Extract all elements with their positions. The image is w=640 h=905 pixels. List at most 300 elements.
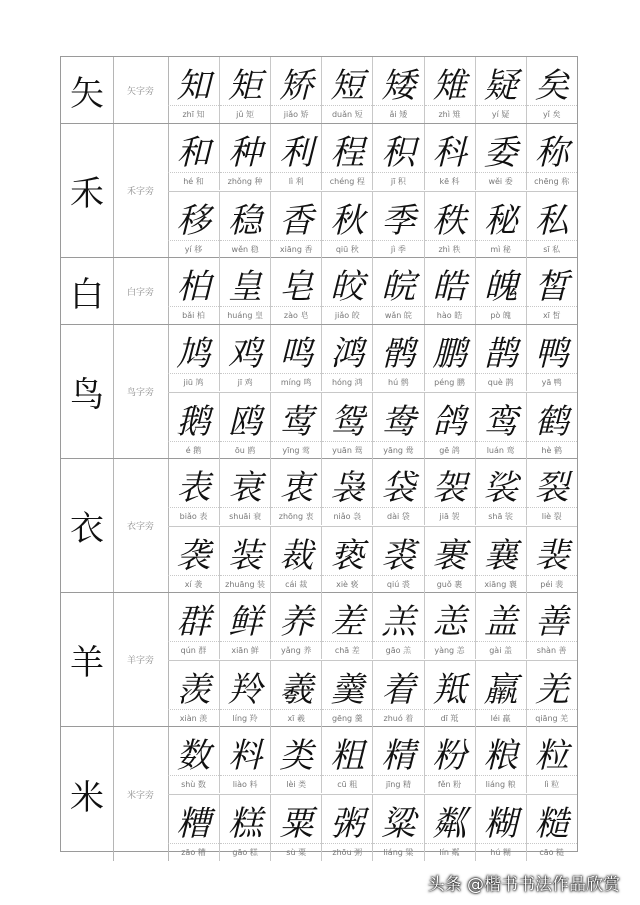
character-cell	[475, 527, 526, 593]
character-cell	[219, 57, 270, 123]
calligraphy-character: 恙	[432, 601, 467, 642]
calligraphy-character: 积	[381, 132, 416, 173]
pinyin-label: huáng 皇	[220, 306, 270, 324]
calligraphy-character: 秘	[483, 200, 518, 241]
calligraphy-character: 鸯	[381, 401, 416, 442]
calligraphy-character: 鹏	[432, 333, 467, 374]
radical-char: 羊	[61, 593, 114, 726]
character-cell	[424, 192, 475, 258]
pinyin-label: yāng 鸯	[373, 441, 423, 459]
pinyin-label: yīng 莺	[271, 441, 321, 459]
calligraphy-character: 种	[228, 132, 263, 173]
character-cell	[372, 661, 423, 727]
calligraphy-character: 裁	[279, 535, 314, 576]
character-cell	[168, 459, 219, 525]
calligraphy-character: 粥	[330, 803, 365, 844]
radical-group	[61, 593, 577, 727]
pinyin-label: cāo 糙	[527, 843, 577, 861]
calligraphy-character: 襄	[483, 535, 518, 576]
pinyin-label: xiān 鲜	[220, 641, 270, 659]
character-cell	[270, 593, 321, 659]
character-cell	[321, 527, 372, 593]
character-cell	[168, 593, 219, 659]
calligraphy-character: 养	[279, 601, 314, 642]
calligraphy-character: 矩	[228, 65, 263, 106]
character-rows	[168, 593, 577, 726]
pinyin-label: jiǎo 矫	[271, 105, 321, 123]
calligraphy-character: 鸭	[534, 333, 569, 374]
calligraphy-character: 皎	[330, 266, 365, 307]
character-cell	[526, 527, 577, 593]
character-row	[168, 794, 577, 861]
pinyin-label: jiǎo 皎	[322, 306, 372, 324]
character-row	[168, 392, 577, 459]
character-row	[168, 727, 577, 793]
calligraphy-character: 鸿	[330, 333, 365, 374]
character-cell	[424, 527, 475, 593]
character-cell	[321, 593, 372, 659]
calligraphy-character: 粗	[330, 735, 365, 776]
character-cell	[270, 459, 321, 525]
character-row	[168, 660, 577, 727]
pinyin-label: gài 盖	[476, 641, 526, 659]
calligraphy-character: 衰	[228, 467, 263, 508]
pinyin-label: qún 群	[168, 641, 219, 659]
character-cell	[424, 727, 475, 793]
character-cell	[168, 57, 219, 123]
pinyin-label: jǔ 矩	[220, 105, 270, 123]
pinyin-label: fěn 粉	[425, 775, 475, 793]
character-cell	[372, 459, 423, 525]
character-cell	[372, 192, 423, 258]
calligraphy-character: 香	[279, 200, 314, 241]
pinyin-label: zhuāng 装	[220, 575, 270, 593]
pinyin-label: hóng 鸿	[322, 373, 372, 391]
character-cell	[475, 258, 526, 324]
character-cell	[321, 459, 372, 525]
pinyin-label: zào 皂	[271, 306, 321, 324]
character-rows	[168, 727, 577, 861]
pinyin-label: ǎi 矮	[373, 105, 423, 123]
character-cell	[321, 124, 372, 190]
radical-char: 鸟	[61, 325, 114, 458]
character-row	[168, 124, 577, 190]
character-cell	[424, 124, 475, 190]
calligraphy-character: 雉	[432, 65, 467, 106]
radical-practice-sheet	[60, 56, 578, 857]
character-cell	[168, 124, 219, 190]
radical-char: 矢	[61, 57, 114, 123]
pinyin-label: hè 鹤	[527, 441, 577, 459]
character-rows	[168, 124, 577, 257]
pinyin-label: gāo 糕	[220, 843, 270, 861]
character-row	[168, 191, 577, 258]
calligraphy-character: 粮	[483, 735, 518, 776]
pinyin-label: chā 差	[322, 641, 372, 659]
radical-group	[61, 258, 577, 325]
character-cell	[526, 124, 577, 190]
pinyin-label: liè 裂	[527, 507, 577, 525]
calligraphy-character: 皂	[279, 266, 314, 307]
calligraphy-character: 鸳	[330, 401, 365, 442]
calligraphy-character: 粱	[381, 803, 416, 844]
calligraphy-character: 利	[279, 132, 314, 173]
character-cell	[219, 527, 270, 593]
calligraphy-character: 鹤	[534, 401, 569, 442]
character-cell	[168, 192, 219, 258]
calligraphy-character: 袋	[381, 467, 416, 508]
character-cell	[219, 192, 270, 258]
character-cell	[321, 325, 372, 391]
calligraphy-character: 裴	[534, 535, 569, 576]
calligraphy-character: 裂	[534, 467, 569, 508]
pinyin-label: duǎn 短	[322, 105, 372, 123]
pinyin-label: hé 和	[168, 172, 219, 190]
character-cell	[321, 727, 372, 793]
character-cell	[424, 258, 475, 324]
character-cell	[424, 795, 475, 861]
pinyin-label: zhōng 衷	[271, 507, 321, 525]
character-cell	[372, 727, 423, 793]
character-cell	[424, 459, 475, 525]
radical-group	[61, 124, 577, 258]
pinyin-label: lì 粒	[527, 775, 577, 793]
character-cell	[168, 258, 219, 324]
calligraphy-character: 羔	[381, 601, 416, 642]
pinyin-label: qiú 裘	[373, 575, 423, 593]
pinyin-label: zhì 秩	[425, 240, 475, 258]
calligraphy-character: 移	[176, 200, 211, 241]
character-cell	[219, 258, 270, 324]
character-cell	[424, 661, 475, 727]
calligraphy-character: 粟	[279, 803, 314, 844]
character-cell	[372, 325, 423, 391]
calligraphy-character: 羹	[330, 669, 365, 710]
calligraphy-character: 袈	[432, 467, 467, 508]
pinyin-label: péng 鹏	[425, 373, 475, 391]
calligraphy-character: 短	[330, 65, 365, 106]
calligraphy-character: 魄	[483, 266, 518, 307]
character-cell	[526, 795, 577, 861]
calligraphy-character: 鹊	[483, 333, 518, 374]
calligraphy-character: 袅	[330, 467, 365, 508]
calligraphy-character: 羚	[228, 669, 263, 710]
character-cell	[475, 459, 526, 525]
character-cell	[219, 727, 270, 793]
character-cell	[168, 527, 219, 593]
pinyin-label: chēng 称	[527, 172, 577, 190]
character-cell	[372, 527, 423, 593]
pinyin-label: cū 粗	[322, 775, 372, 793]
pinyin-label: jì 季	[373, 240, 423, 258]
character-rows	[168, 459, 577, 592]
character-cell	[424, 57, 475, 123]
character-cell	[475, 661, 526, 727]
calligraphy-character: 知	[176, 65, 211, 106]
character-cell	[526, 459, 577, 525]
pinyin-label: cái 裁	[271, 575, 321, 593]
calligraphy-character: 鹘	[381, 333, 416, 374]
pinyin-label: shù 数	[168, 775, 219, 793]
pinyin-label: xiàn 羡	[168, 709, 219, 727]
calligraphy-character: 类	[279, 735, 314, 776]
character-row	[168, 325, 577, 391]
pinyin-label: shā 裟	[476, 507, 526, 525]
character-cell	[424, 593, 475, 659]
calligraphy-character: 皖	[381, 266, 416, 307]
calligraphy-character: 裟	[483, 467, 518, 508]
character-cell	[475, 192, 526, 258]
character-row	[168, 459, 577, 525]
radical-char: 禾	[61, 124, 114, 257]
pinyin-label: zāo 糟	[168, 843, 219, 861]
pinyin-label: kē 科	[425, 172, 475, 190]
character-cell	[321, 795, 372, 861]
pinyin-label: jiā 袈	[425, 507, 475, 525]
calligraphy-character: 亵	[330, 535, 365, 576]
character-cell	[475, 325, 526, 391]
calligraphy-character: 私	[534, 200, 569, 241]
character-cell	[372, 124, 423, 190]
pinyin-label: hú 鹘	[373, 373, 423, 391]
calligraphy-character: 精	[381, 735, 416, 776]
pinyin-label: gāo 羔	[373, 641, 423, 659]
pinyin-label: pò 魄	[476, 306, 526, 324]
character-cell	[475, 795, 526, 861]
character-cell	[526, 57, 577, 123]
pinyin-label: dī 羝	[425, 709, 475, 727]
calligraphy-character: 衷	[279, 467, 314, 508]
character-row	[168, 57, 577, 123]
character-cell	[270, 258, 321, 324]
character-cell	[219, 393, 270, 459]
pinyin-label: ōu 鸥	[220, 441, 270, 459]
radical-name: 禾字旁	[113, 124, 169, 257]
calligraphy-character: 皙	[534, 266, 569, 307]
character-row	[168, 593, 577, 659]
character-rows	[168, 258, 577, 324]
character-cell	[270, 192, 321, 258]
calligraphy-character: 善	[534, 601, 569, 642]
character-cell	[270, 325, 321, 391]
calligraphy-character: 鸥	[228, 401, 263, 442]
calligraphy-character: 矣	[534, 65, 569, 106]
pinyin-label: xiè 亵	[322, 575, 372, 593]
pinyin-label: hú 糊	[476, 843, 526, 861]
calligraphy-character: 鸽	[432, 401, 467, 442]
pinyin-label: yǐ 矣	[527, 105, 577, 123]
pinyin-label: chéng 程	[322, 172, 372, 190]
radical-name: 鸟字旁	[113, 325, 169, 458]
pinyin-label: hào 皓	[425, 306, 475, 324]
pinyin-label: jī 鸡	[220, 373, 270, 391]
calligraphy-character: 皇	[228, 266, 263, 307]
calligraphy-character: 着	[381, 669, 416, 710]
pinyin-label: zhī 知	[168, 105, 219, 123]
character-cell	[475, 393, 526, 459]
pinyin-label: yí 疑	[476, 105, 526, 123]
calligraphy-character: 秩	[432, 200, 467, 241]
character-cell	[219, 325, 270, 391]
calligraphy-character: 鸠	[176, 333, 211, 374]
pinyin-label: qiāng 羌	[527, 709, 577, 727]
radical-char: 衣	[61, 459, 114, 592]
pinyin-label: yàng 恙	[425, 641, 475, 659]
character-cell	[168, 795, 219, 861]
pinyin-label: léi 羸	[476, 709, 526, 727]
calligraphy-character: 矮	[381, 65, 416, 106]
pinyin-label: yā 鸭	[527, 373, 577, 391]
character-cell	[372, 795, 423, 861]
pinyin-label: guǒ 裹	[425, 575, 475, 593]
pinyin-label: xí 袭	[168, 575, 219, 593]
pinyin-label: liáng 粱	[373, 843, 423, 861]
pinyin-label: zhuó 着	[373, 709, 423, 727]
calligraphy-character: 装	[228, 535, 263, 576]
calligraphy-character: 粼	[432, 803, 467, 844]
character-cell	[219, 795, 270, 861]
character-cell	[526, 393, 577, 459]
character-cell	[321, 57, 372, 123]
character-cell	[475, 593, 526, 659]
pinyin-label: wěn 稳	[220, 240, 270, 258]
pinyin-label: jī 积	[373, 172, 423, 190]
calligraphy-character: 表	[176, 467, 211, 508]
pinyin-label: dài 袋	[373, 507, 423, 525]
character-cell	[168, 727, 219, 793]
character-cell	[424, 393, 475, 459]
character-cell	[270, 795, 321, 861]
radical-group	[61, 459, 577, 593]
character-cell	[475, 57, 526, 123]
calligraphy-character: 柏	[176, 266, 211, 307]
pinyin-label: gē 鸽	[425, 441, 475, 459]
calligraphy-character: 季	[381, 200, 416, 241]
character-rows	[168, 325, 577, 458]
calligraphy-character: 皓	[432, 266, 467, 307]
calligraphy-character: 鸣	[279, 333, 314, 374]
character-cell	[219, 459, 270, 525]
pinyin-label: lèi 类	[271, 775, 321, 793]
calligraphy-character: 群	[176, 601, 211, 642]
character-cell	[321, 661, 372, 727]
calligraphy-character: 鸡	[228, 333, 263, 374]
pinyin-label: sī 私	[527, 240, 577, 258]
calligraphy-character: 裘	[381, 535, 416, 576]
calligraphy-character: 秋	[330, 200, 365, 241]
character-cell	[526, 325, 577, 391]
pinyin-label: yǎng 养	[271, 641, 321, 659]
calligraphy-character: 程	[330, 132, 365, 173]
character-cell	[219, 661, 270, 727]
character-cell	[526, 258, 577, 324]
character-cell	[321, 393, 372, 459]
pinyin-label: zhǒng 种	[220, 172, 270, 190]
calligraphy-character: 差	[330, 601, 365, 642]
character-cell	[270, 527, 321, 593]
calligraphy-character: 科	[432, 132, 467, 173]
character-cell	[475, 727, 526, 793]
calligraphy-character: 袭	[176, 535, 211, 576]
character-cell	[475, 124, 526, 190]
character-cell	[168, 393, 219, 459]
character-cell	[168, 661, 219, 727]
character-cell	[168, 325, 219, 391]
pinyin-label: yuān 鸳	[322, 441, 372, 459]
radical-group	[61, 57, 577, 124]
character-cell	[424, 325, 475, 391]
pinyin-label: lì 利	[271, 172, 321, 190]
pinyin-label: jīng 精	[373, 775, 423, 793]
pinyin-label: é 鹅	[168, 441, 219, 459]
pinyin-label: xiāng 襄	[476, 575, 526, 593]
character-cell	[219, 593, 270, 659]
pinyin-label: yí 移	[168, 240, 219, 258]
pinyin-label: mì 秘	[476, 240, 526, 258]
character-cell	[526, 727, 577, 793]
pinyin-label: líng 羚	[220, 709, 270, 727]
calligraphy-character: 裹	[432, 535, 467, 576]
character-cell	[526, 593, 577, 659]
radical-name: 白字旁	[113, 258, 169, 324]
pinyin-label: xiāng 香	[271, 240, 321, 258]
character-cell	[219, 124, 270, 190]
pinyin-label: xī 皙	[527, 306, 577, 324]
radical-name: 衣字旁	[113, 459, 169, 592]
calligraphy-character: 羡	[176, 669, 211, 710]
calligraphy-character: 粉	[432, 735, 467, 776]
calligraphy-character: 料	[228, 735, 263, 776]
character-cell	[270, 661, 321, 727]
pinyin-label: zhì 雉	[425, 105, 475, 123]
pinyin-label: qiū 秋	[322, 240, 372, 258]
character-cell	[526, 661, 577, 727]
calligraphy-character: 委	[483, 132, 518, 173]
pinyin-label: wǎn 皖	[373, 306, 423, 324]
radical-name: 矢字旁	[113, 57, 169, 123]
radical-name: 羊字旁	[113, 593, 169, 726]
pinyin-label: lín 粼	[425, 843, 475, 861]
character-cell	[270, 57, 321, 123]
pinyin-label: niǎo 袅	[322, 507, 372, 525]
pinyin-label: bǎi 柏	[168, 306, 219, 324]
pinyin-label: jiū 鸠	[168, 373, 219, 391]
character-rows	[168, 57, 577, 123]
character-row	[168, 258, 577, 324]
character-cell	[526, 192, 577, 258]
pinyin-label: shàn 善	[527, 641, 577, 659]
calligraphy-character: 鹅	[176, 401, 211, 442]
radical-group	[61, 325, 577, 459]
character-cell	[372, 258, 423, 324]
calligraphy-character: 羝	[432, 669, 467, 710]
calligraphy-character: 糊	[483, 803, 518, 844]
calligraphy-character: 和	[176, 132, 211, 173]
character-cell	[372, 57, 423, 123]
calligraphy-character: 莺	[279, 401, 314, 442]
character-cell	[372, 593, 423, 659]
calligraphy-character: 羲	[279, 669, 314, 710]
character-cell	[321, 258, 372, 324]
pinyin-label: wěi 委	[476, 172, 526, 190]
pinyin-label: zhōu 粥	[322, 843, 372, 861]
calligraphy-character: 羸	[483, 669, 518, 710]
calligraphy-character: 粒	[534, 735, 569, 776]
calligraphy-character: 稳	[228, 200, 263, 241]
character-cell	[321, 192, 372, 258]
pinyin-label: luán 鸾	[476, 441, 526, 459]
calligraphy-character: 糙	[534, 803, 569, 844]
